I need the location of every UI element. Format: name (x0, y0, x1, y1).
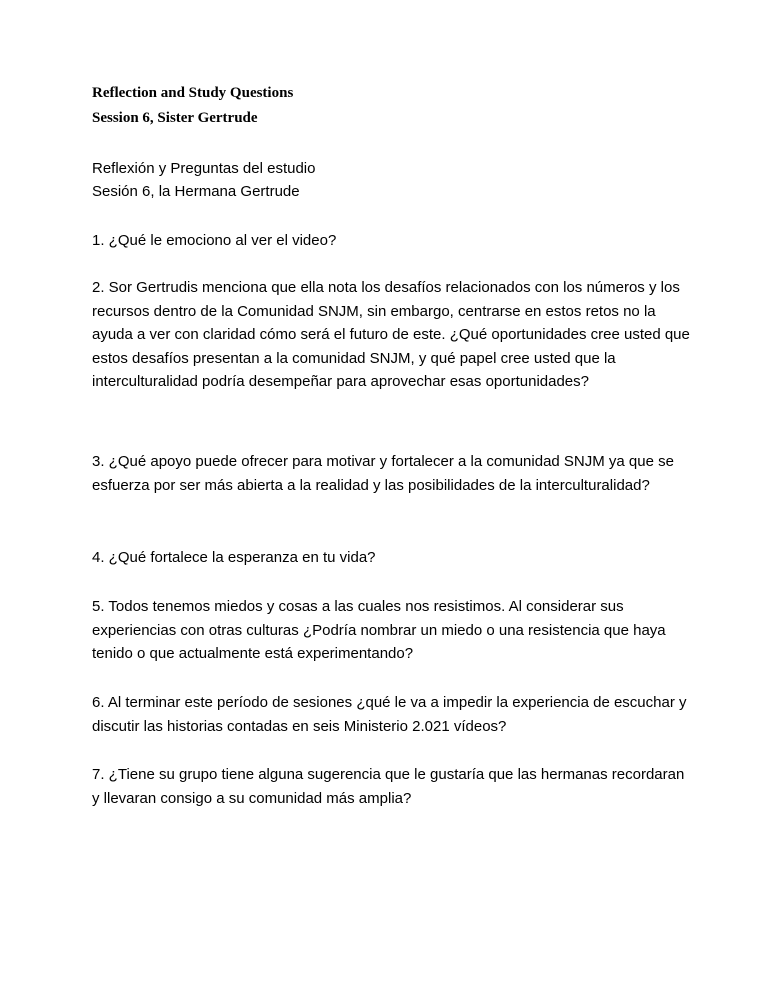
question-6: 6. Al terminar este período de sesiones ¿qué le va a impedir la experiencia de escuchar y discutir las historias contadas en seis Ministerio 2.021 vídeos? (92, 694, 687, 735)
question-5: 5. Todos tenemos miedos y cosas a las cuales nos resistimos. Al considerar sus experiencias con otras culturas ¿Podría nombrar un miedo o una resistencia que haya tenido o que actualmente está experimentando? (92, 598, 666, 663)
spanish-session-subtitle: Sesión 6, la Hermana Gertrude (92, 183, 300, 200)
question-7: 7. ¿Tiene su grupo tiene alguna sugerencia que le gustaría que las hermanas recordaran y llevaran consigo a su comunidad más amplia? (92, 766, 685, 807)
english-session-subtitle: Session 6, Sister Gertrude (92, 110, 258, 126)
question-3: 3. ¿Qué apoyo puede ofrecer para motivar y fortalecer a la comunidad SNJM ya que se esfuerza por ser más abierta a la realidad y las posibilidades de la interculturalidad? (92, 453, 674, 494)
spanish-title: Reflexión y Preguntas del estudio (92, 160, 316, 177)
english-title: Reflection and Study Questions (92, 85, 294, 101)
question-4: 4. ¿Qué fortalece la esperanza en tu vida? (92, 549, 376, 566)
question-1: 1. ¿Qué le emociono al ver el video? (92, 232, 337, 249)
question-2: 2. Sor Gertrudis menciona que ella nota los desafíos relacionados con los números y los recursos dentro de la Comunidad SNJM, sin embargo, centrarse en estos retos no la ayuda a ver con claridad cómo será el futuro de este. ¿Qué oportunidades cree usted que estos desafíos presentan a la comunidad SNJM, y qué papel cree usted que la interculturalidad podría desempeñar para aprovechar esas oportunidades? (92, 279, 690, 391)
